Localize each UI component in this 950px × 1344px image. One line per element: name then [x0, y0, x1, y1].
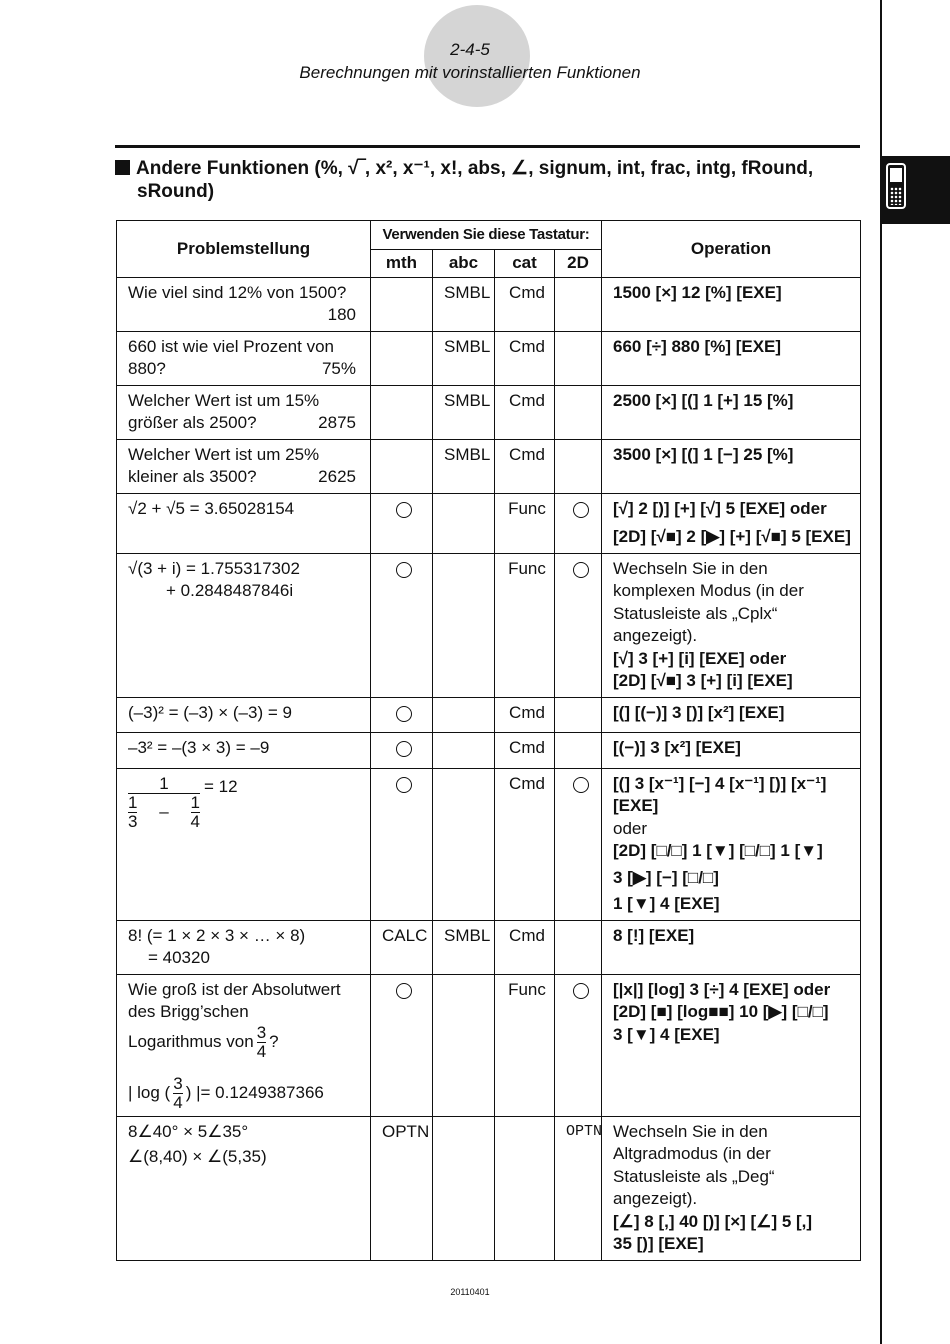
header-mth: mth [371, 250, 433, 278]
header-keyboard: Verwenden Sie diese Tastatur: [371, 221, 602, 250]
header-abc: abc [433, 250, 495, 278]
table-row: √(3 + i) = 1.755317302 + 0.2848487846i Func Wechseln Sie in den komplexen Modus (in der Statusleiste als „Cplx“ angezeigt). [√] 3 [+] [i] [EXE] oder [2D] [√■] 3 [+] [i] [EXE] [117, 553, 861, 697]
page-number: 2-4-5 [450, 40, 490, 59]
checkmark-circle-icon [396, 562, 412, 578]
function-table [116, 220, 861, 1261]
table-row: Wie viel sind 12% von 1500? 180 SMBL Cmd 1500 [×] 12 [%] [EXE] [117, 277, 861, 331]
checkmark-circle-icon [573, 562, 589, 578]
calculator-icon [886, 163, 906, 209]
checkmark-circle-icon [396, 777, 412, 793]
table-row: 8∠40° × 5∠35° ∠(8,40) × ∠(5,35) OPTN OPTN Wechseln Sie in den Altgradmodus (in der Statusleiste als „Deg“ angezeigt). [∠] 8 [,] 40 [)] [×] [∠] 5 [,] 35 [)] [EXE] [117, 1116, 861, 1260]
table-row: 8! (= 1 × 2 × 3 × … × 8) = 40320 CALC SMBL Cmd 8 [!] [EXE] [117, 920, 861, 974]
footer-code: 20110401 [450, 1287, 490, 1297]
table-row: (–3)² = (–3) × (–3) = 9 Cmd [(] [(−)] 3 [)] [x²] [EXE] [117, 697, 861, 733]
checkmark-circle-icon [396, 706, 412, 722]
table-row: –3² = –(3 × 3) = –9 Cmd [(−)] 3 [x²] [EXE] [117, 733, 861, 769]
header-operation: Operation [602, 221, 861, 278]
page-title: Berechnungen mit vorinstallierten Funktionen [299, 63, 641, 82]
fraction-expression: 1 $\frac{1}{3}$ – $\frac{1}{4}$ [128, 773, 200, 831]
square-bullet-icon [115, 160, 130, 175]
header-problem: Problemstellung [117, 221, 371, 278]
header-2d: 2D [555, 250, 602, 278]
checkmark-circle-icon [573, 983, 589, 999]
table-row: Wie groß ist der Absolutwert des Brigg’schen Logarithmus von $\frac{3}{4}$ ? | log ( $\frac{3}{4}$ ) |= 0.1249387366 Func [|x|] [log] 3 [÷] 4 [EXE] oder [2D] [■] [log■■] 10 [▶] [□/□] 3 [▼] 4 [EXE] [117, 974, 861, 1116]
header-cat: cat [495, 250, 555, 278]
section-heading: Andere Funktionen (%, √‾, x², x⁻¹, x!, abs, ∠, signum, int, frac, intg, fRound, sRound) [115, 157, 865, 203]
table-row: 660 ist wie viel Prozent von 880? 75% SMBL Cmd 660 [÷] 880 [%] [EXE] [117, 331, 861, 385]
table-row: Welcher Wert ist um 15% größer als 2500? 2875 SMBL Cmd 2500 [×] [(] 1 [+] 15 [%] [117, 385, 861, 439]
section-rule [115, 145, 860, 148]
table-row: Welcher Wert ist um 25% kleiner als 3500? 2625 SMBL Cmd 3500 [×] [(] 1 [−] 25 [%] [117, 439, 861, 493]
table-row: 1 $\frac{1}{3}$ – $\frac{1}{4}$ = 12 Cmd [(] 3 [x⁻¹] [−] 4 [x⁻¹] [)] [x⁻¹] [EXE] oder [2D] [□/□] 1 [▼] [□/□] 1 [▼] 3 [▶] [−] [□/□] 1 [▼] 4 [EXE] [117, 768, 861, 920]
checkmark-circle-icon [573, 777, 589, 793]
checkmark-circle-icon [396, 741, 412, 757]
checkmark-circle-icon [573, 502, 589, 518]
checkmark-circle-icon [396, 502, 412, 518]
checkmark-circle-icon [396, 983, 412, 999]
table-row: √2 + √5 = 3.65028154 Func [√] 2 [)] [+] [√] 5 [EXE] oder [2D] [√■] 2 [▶] [+] [√■] 5 [EXE] [117, 493, 861, 553]
